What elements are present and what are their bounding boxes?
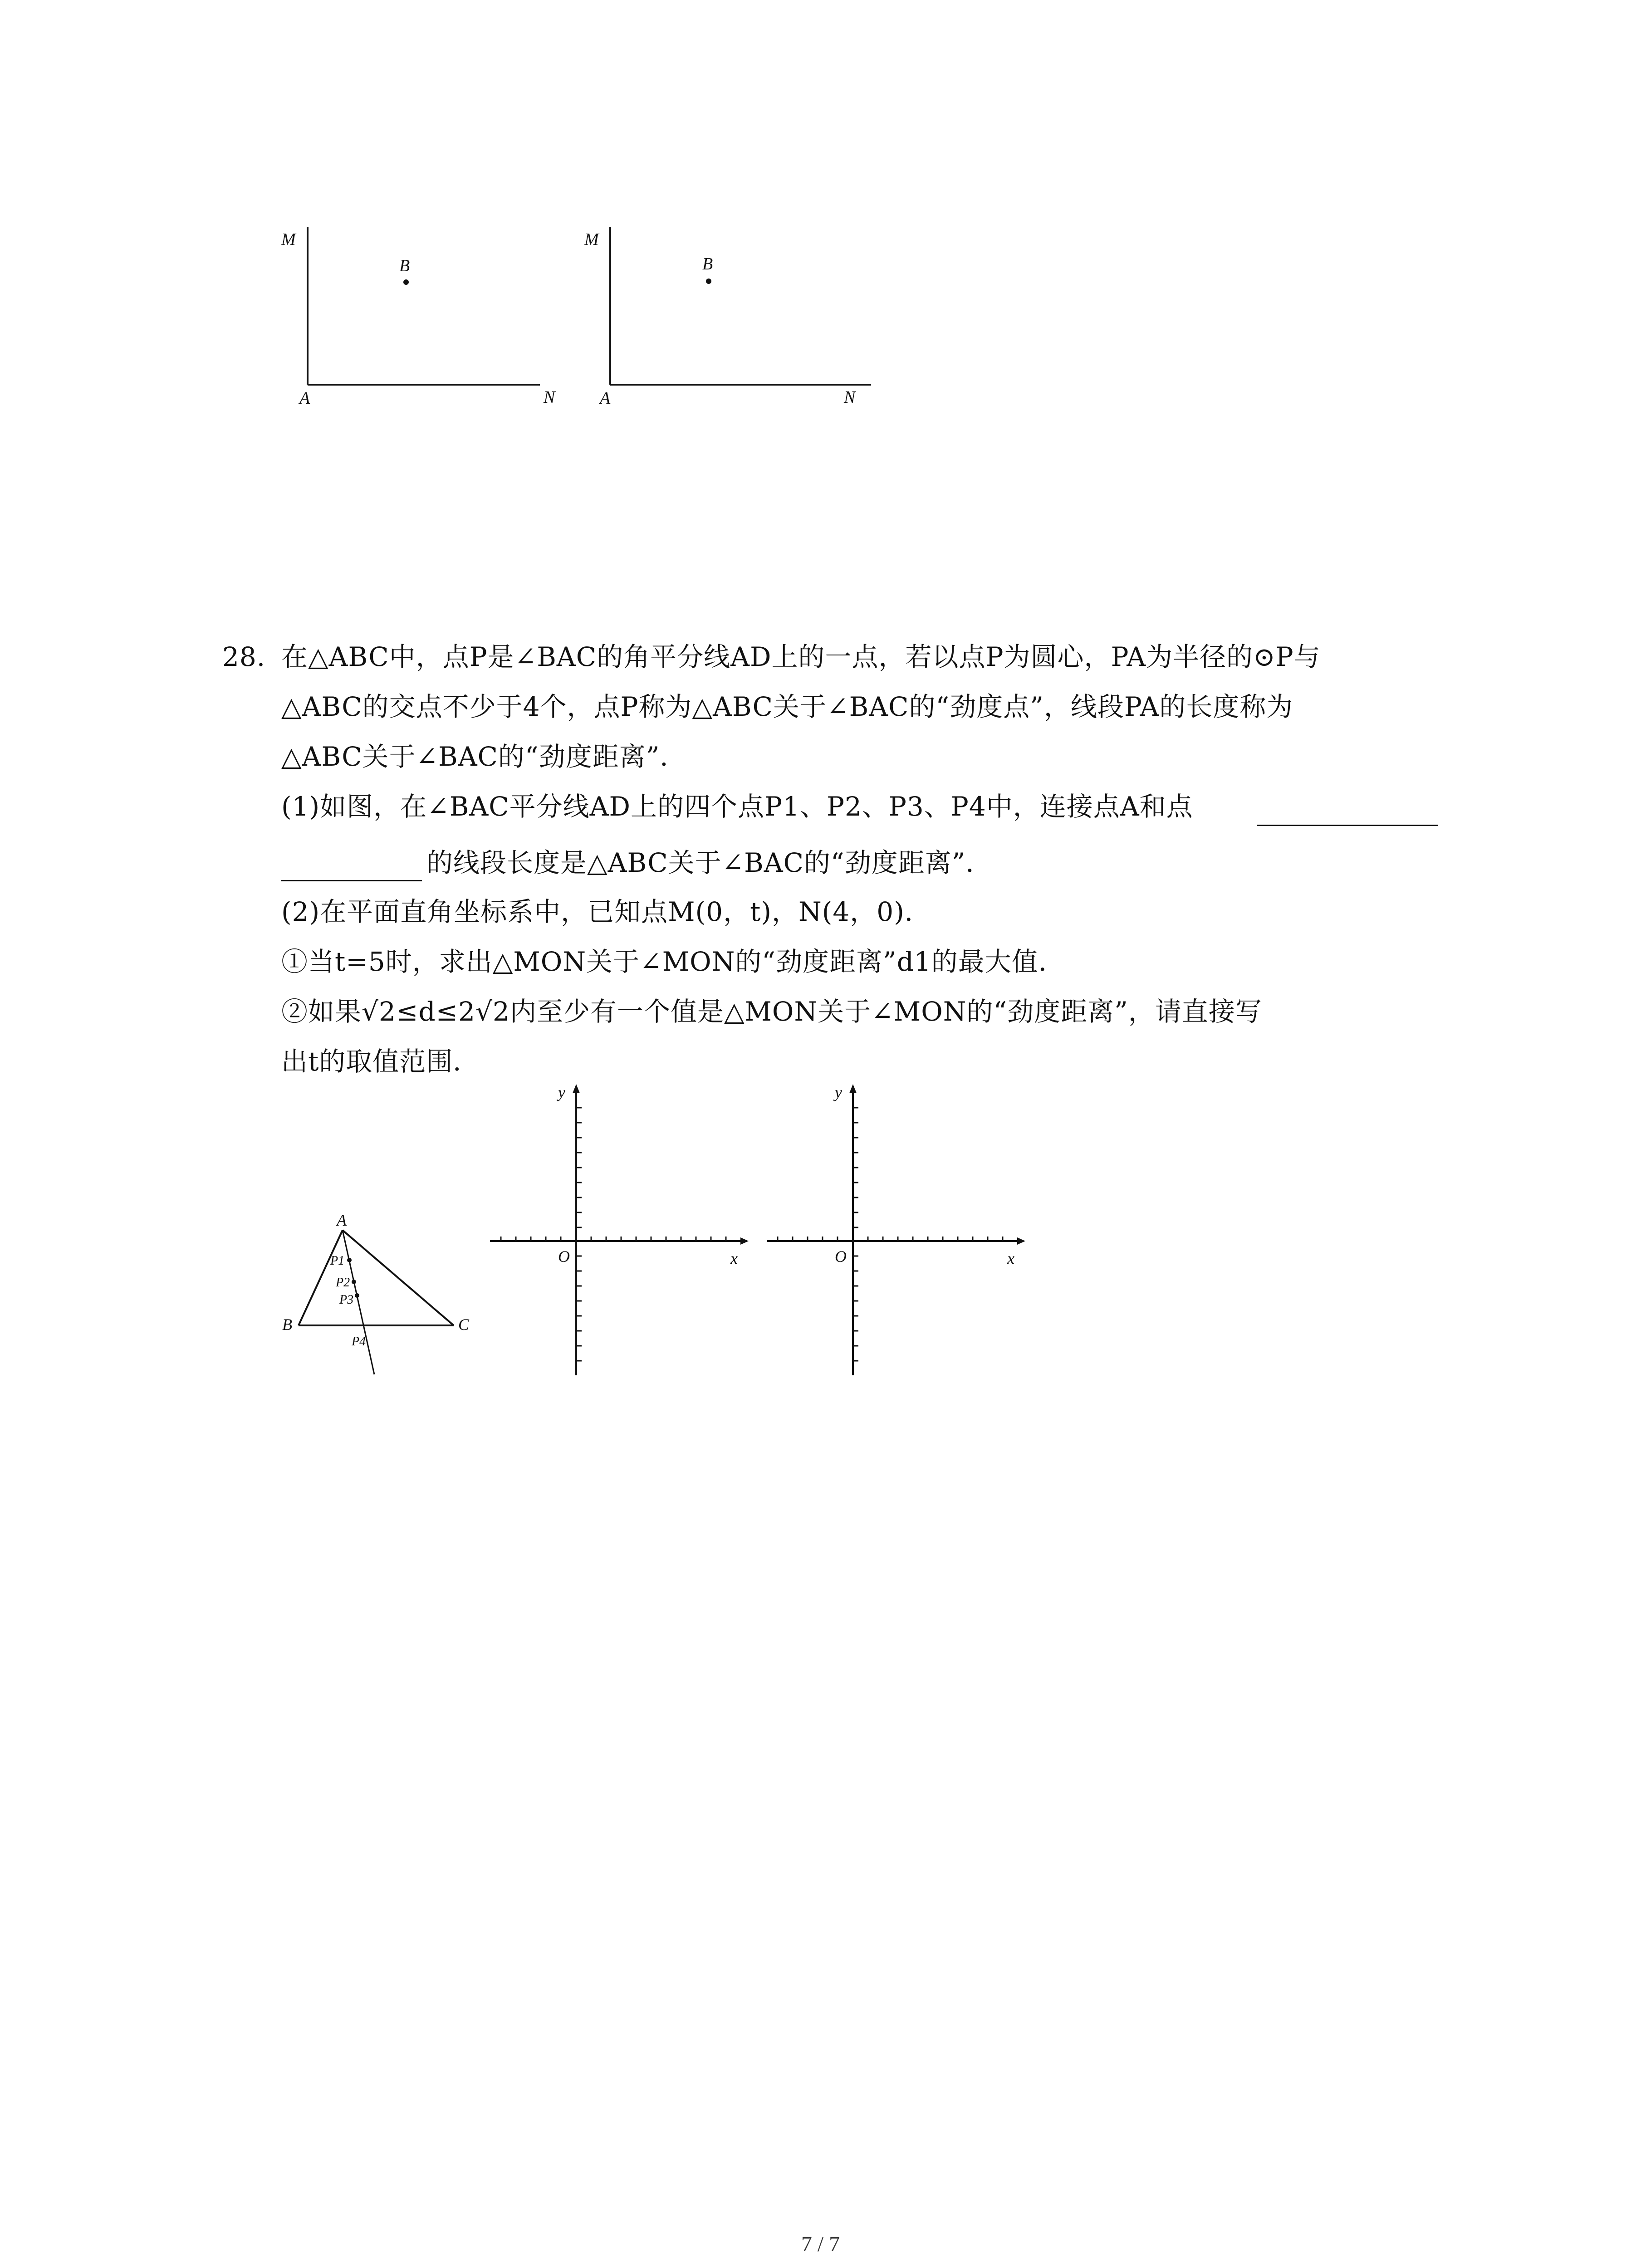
angle-figure-2 <box>576 218 876 417</box>
label-N: N <box>544 388 555 407</box>
label-A: A <box>299 389 310 408</box>
question-number: 28. <box>222 641 266 672</box>
label-C: C <box>458 1315 470 1334</box>
question-line-2: △ABC的交点不少于4个，点P称为△ABC关于∠BAC的“劲度点”，线段PA的长度称为 <box>281 691 1293 722</box>
part1-line-b: 的线段长度是△ABC关于∠BAC的“劲度距离”． <box>426 847 993 878</box>
label-P4: P4 <box>352 1334 366 1349</box>
sub2-line-b: 出t的取值范围． <box>281 1046 480 1077</box>
coordinate-plane-2 <box>762 1080 1034 1379</box>
part2-line: (2)在平面直角坐标系中，已知点M(0，t)，N(4，0)． <box>281 896 931 927</box>
label-P2: P2 <box>336 1276 350 1290</box>
label-M: M <box>281 230 296 249</box>
triangle-figure <box>272 1207 499 1383</box>
label-A: A <box>337 1211 347 1229</box>
page-number: 7 / 7 <box>801 2232 840 2256</box>
label-x: x <box>1007 1249 1014 1267</box>
label-B: B <box>282 1315 292 1334</box>
label-M: M <box>584 230 599 249</box>
label-y: y <box>835 1083 842 1101</box>
label-O: O <box>558 1247 570 1266</box>
label-N: N <box>844 388 856 407</box>
label-y: y <box>558 1083 565 1101</box>
label-B: B <box>702 254 713 274</box>
part1-text: (1)如图，在∠BAC平分线AD上的四个点P1、P2、P3、P4中，连接点A和点 <box>281 791 1193 822</box>
sub2-line-a: ②如果√2≤d≤2√2内至少有一个值是△MON关于∠MON的“劲度距离”，请直接写 <box>281 996 1262 1027</box>
coordinate-plane-1 <box>485 1080 758 1379</box>
answer-blank-2[interactable] <box>281 880 422 881</box>
label-P1: P1 <box>330 1254 345 1268</box>
question-line-1: 在△ABC中，点P是∠BAC的角平分线AD上的一点，若以点P为圆心，PA为半径的⊙P与 <box>281 641 1321 672</box>
part1-line-a <box>281 788 1193 825</box>
answer-blank-1[interactable] <box>1257 825 1438 826</box>
label-A: A <box>600 389 611 408</box>
label-x: x <box>730 1249 738 1267</box>
sub1-line: ①当t=5时，求出△MON关于∠MON的“劲度距离”d1的最大值． <box>281 946 1065 977</box>
label-B: B <box>399 256 410 275</box>
label-O: O <box>835 1247 847 1266</box>
question-line-3: △ABC关于∠BAC的“劲度距离”． <box>281 741 687 772</box>
label-P3: P3 <box>339 1293 354 1307</box>
angle-figure-1 <box>272 218 554 417</box>
